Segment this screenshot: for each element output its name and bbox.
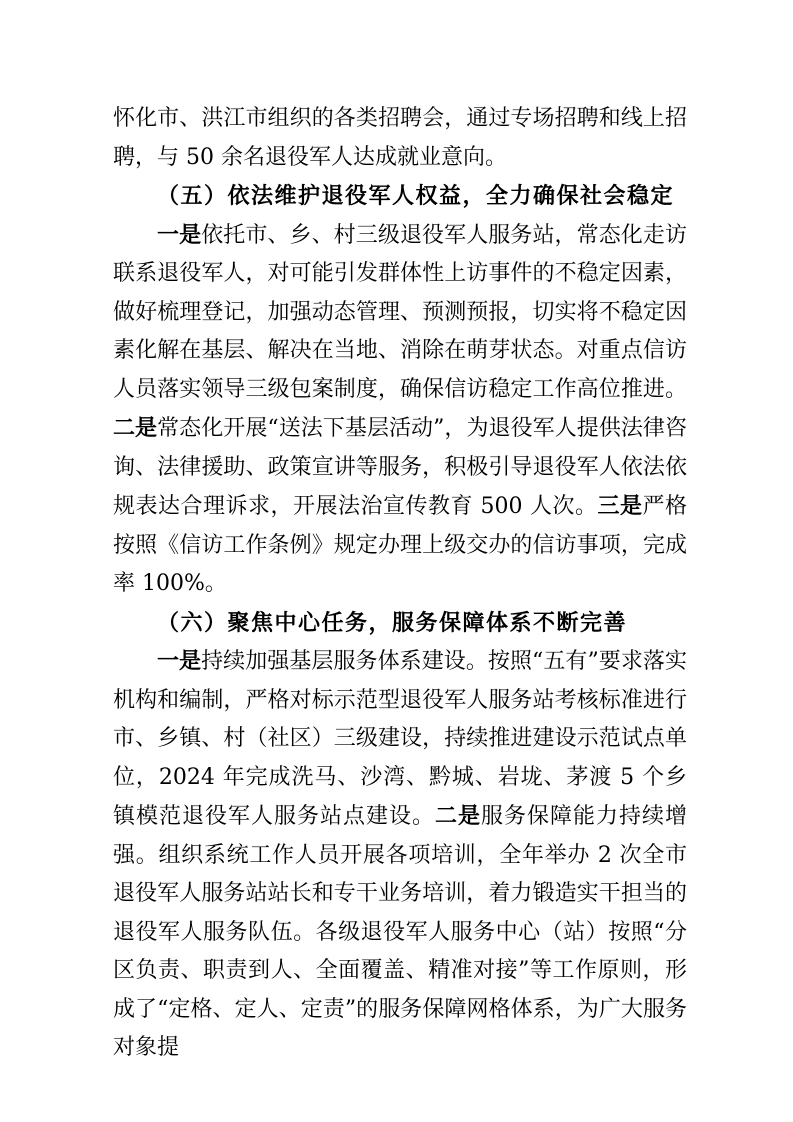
emphasis-run: 二是	[434, 803, 481, 829]
emphasis-run: 三是	[597, 493, 643, 519]
emphasis-run: （六）聚焦中心任务，服务保障体系不断完善	[157, 609, 628, 636]
text-run: 依托市、乡、村三级退役军人服务站，常态化走访联系退役军人，对可能引发群体性上访事件的不稳定因素，做好梳理登记，加强动态管理、预测预报，切实将不稳定因素化解在基层、解决在当地、消除在萌芽状态。对重点信访人员落实领导三级包案制度，确保信访稳定工作高位推进。	[113, 222, 687, 402]
section-heading	[113, 604, 687, 643]
body-paragraph	[113, 100, 687, 177]
emphasis-run: 二是	[113, 415, 158, 441]
body-paragraph	[113, 642, 687, 1068]
document-text-block	[113, 100, 687, 1068]
emphasis-run: 一是	[157, 221, 202, 248]
text-run: 怀化市、洪江市组织的各类招聘会，通过专场招聘和线上招聘，与 50 余名退役军人达成就业意向。	[113, 106, 687, 170]
text-run: 常态化开展“送法下基层活动”，为退役军人提供法律咨询、法律援助、政策宣讲等服务，积极引导退役军人依法依规表达合理诉求，开展法治宣传教育 500 人次。	[113, 416, 687, 519]
body-paragraph	[113, 216, 687, 604]
emphasis-run: 一是	[157, 648, 202, 674]
text-run: 服务保障能力持续增强。组织系统工作人员开展各项培训，全年举办 2 次全市退役军人服务站站长和专干业务培训，着力锻造实干担当的退役军人服务队伍。各级退役军人服务中心（站）按照“分区负责、职责到人、全面覆盖、精准对接”等工作原则，形成了“定格、定人、定责”的服务保障网格体系，为广大服务对象提	[113, 804, 687, 1060]
section-heading	[113, 177, 687, 216]
text-run: 严格按照《信访工作条例》规定办理上级交办的信访事项，完成率 100%。	[113, 494, 687, 596]
text-run: 持续加强基层服务体系建设。按照“五有”要求落实机构和编制，严格对标示范型退役军人服务站考核标准进行市、乡镇、村（社区）三级建设，持续推进建设示范试点单位，2024 年完成洗马、沙湾、黔城、岩垅、茅渡 5 个乡镇模范退役军人服务站点建设。	[113, 649, 687, 829]
emphasis-run: （五）依法维护退役军人权益，全力确保社会稳定	[157, 183, 675, 209]
